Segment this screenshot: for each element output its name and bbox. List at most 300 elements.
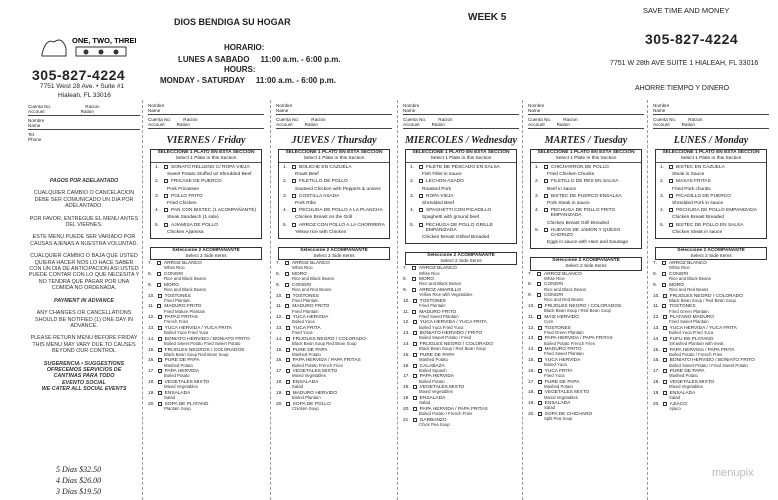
checkbox[interactable]: [164, 223, 168, 227]
side-item-en: Mixed Vegetables: [419, 389, 453, 395]
menu-item[interactable]: 3. COSTILLA ASADA: [283, 193, 340, 199]
side-item-en: Mashed Potato: [544, 383, 573, 389]
side-item[interactable]: 11. MADURO FRITO: [276, 304, 330, 310]
checkbox[interactable]: [412, 288, 416, 292]
hours-label: HOURS:: [224, 65, 256, 74]
side-item[interactable]: 10. FRIJOLES NEGRO / COLORADO: [653, 293, 743, 299]
side-item-en: Black Bean Soup / Red Bean Soup: [419, 346, 486, 352]
side-item[interactable]: 18. VEGETALES MIXTO: [653, 379, 715, 385]
side-item[interactable]: 13. YUCA HERVIDA / YUCA FRITA: [148, 326, 232, 331]
checkbox[interactable]: [158, 358, 162, 362]
side-item[interactable]: 17. VEGETALES MIXTO: [276, 369, 338, 375]
suggestions-1: SUGERENCIA • SUGGESTIONS: [43, 360, 125, 367]
checkbox[interactable]: [538, 369, 542, 373]
side-item[interactable]: 13. YUCA FRITA: [276, 326, 321, 331]
menu-item-en: Yellow rice with Chicken: [295, 229, 347, 235]
side-item[interactable]: 19. MADURO HERVIDO: [276, 390, 338, 396]
menu-item[interactable]: 3. POLLO FRITO: [155, 193, 203, 199]
side-section-header: Seleccione 2 ACOMPAÑANTE Select 2 Side Items: [655, 247, 767, 260]
side-item-en: Boiled Yuca: [292, 319, 315, 325]
checkbox[interactable]: [412, 310, 416, 314]
suggestions-2: OFRECEMOS SERVICIOS DE: [46, 366, 122, 373]
checkbox[interactable]: [544, 194, 548, 198]
menu-item-en: Fish Fillet in sauce: [422, 172, 462, 178]
note-2: POR FAVOR, ENTREGUE EL MENU ANTES DEL VIERNES.: [29, 215, 139, 229]
menu-item-en: Steak in Sauce: [672, 172, 705, 178]
divider: [397, 100, 398, 500]
checkbox[interactable]: [538, 326, 542, 330]
note-6: PLEASE RETURN MENU BEFORE FRIDAY THIS MENU MAY VARY DUE TO CAUSES BEYOND OUR CONTROL: [30, 335, 138, 355]
main-section: SELECCIONE 1 PLATO EN ESTA SECCION Select 1 Plate in this Section 1. CHICHARRON DE POLLO Fried Chicken Chunks 2. FILETILLO DE RES EN SALSA Beef in sauce 3. BISTEC DE PUERCO ENSALSA Pork Steak in sauce 4. PECHUGA DE POLLO FRITO EMPANIZADA Chicken Breast Grill Breaded 5. HUEVOS DE JAMON Y QUESO CHORIZO Eggs in sauce with Ham and Sausage: [530, 149, 642, 249]
checkbox[interactable]: [157, 283, 161, 287]
price-3-days: 3 Dias $19.50: [56, 487, 102, 496]
menu-item[interactable]: 1. BOLICHE EN CAZUELA: [283, 165, 352, 170]
checkbox[interactable]: [538, 336, 542, 340]
checkbox[interactable]: [544, 165, 548, 169]
side-item[interactable]: 7. ARROZ BLANCO: [148, 261, 202, 267]
checkbox[interactable]: [157, 272, 161, 276]
checkbox[interactable]: [292, 179, 296, 183]
checkbox[interactable]: [164, 179, 168, 183]
checkbox[interactable]: [663, 326, 667, 330]
checkbox[interactable]: [537, 293, 541, 297]
horario-es: LUNES A SABADO 11:00 a.m. - 6:00 p.m.: [178, 55, 341, 64]
side-item[interactable]: 21. GARBANZO: [403, 417, 447, 423]
side-item[interactable]: 20. SOPA DE POLLO: [276, 401, 331, 407]
side-item-en: Rice and Black Beans: [669, 276, 712, 282]
ahorre-text: AHORRE TIEMPO Y DINERO: [635, 85, 730, 92]
side-item-en: Salad: [669, 394, 680, 400]
menu-item[interactable]: 5. AJIAMISA DE POLLO: [155, 222, 218, 228]
menu-item[interactable]: 2. LECHON ASADO: [410, 179, 464, 185]
side-item[interactable]: 19. ENSALADA: [148, 390, 191, 396]
menu-item[interactable]: 2. FRICASE DE PUERCO: [155, 179, 222, 185]
side-item[interactable]: 17. PURE DE PAPA: [528, 379, 580, 385]
side-item-en: Mixed Vegetables: [164, 384, 198, 390]
checkbox[interactable]: [662, 283, 666, 287]
checkbox[interactable]: [413, 385, 417, 389]
checkbox[interactable]: [158, 326, 162, 330]
day-title: MIERCOLES / Wednesday: [405, 135, 517, 146]
checkbox[interactable]: [286, 402, 290, 406]
side-item[interactable]: 13. PAPA HERVIDA / PAPA FRITAS: [528, 336, 613, 342]
address-right: 7751 W 28th AVE SUITE 1 HIALEAH, FL 33016: [610, 60, 759, 67]
menu-item-en: Beef in sauce: [547, 186, 577, 192]
divider: [270, 100, 271, 500]
side-item[interactable]: 10. TOSTONES: [148, 293, 191, 299]
side-item[interactable]: 8. MORO: [403, 277, 434, 283]
phone-left: 305-827-4224: [32, 67, 126, 83]
side-item[interactable]: 18. VEGETALES MIXTO: [528, 390, 590, 396]
checkbox[interactable]: [292, 223, 296, 227]
checkbox[interactable]: [663, 294, 667, 298]
menu-item[interactable]: 5. PECHUGA DE POLLO GRILLE EMPANIZADA: [410, 222, 493, 233]
menu-item[interactable]: 4. SPAGHETTI CON PICADILLO: [410, 208, 492, 214]
side-item[interactable]: 18. VEGETALES MIXTO: [403, 385, 465, 391]
side-item[interactable]: 9. MORO: [148, 282, 179, 288]
checkbox[interactable]: [285, 304, 289, 308]
side-item[interactable]: 8. CONGRI: [653, 272, 689, 278]
checkbox[interactable]: [662, 304, 666, 308]
menu-item[interactable]: 2. FILETILLO DE RES EN SALSA: [535, 179, 619, 185]
checkbox[interactable]: [286, 326, 290, 330]
side-item-en: Fried Sweet Plantain: [669, 319, 709, 325]
hours-en: MONDAY - SATURDAY 11:00 a.m. - 6:00 p.m.: [160, 76, 336, 85]
side-item[interactable]: 18. VEGETALES MIXTO: [148, 379, 210, 385]
checkbox[interactable]: [538, 347, 542, 351]
checkbox[interactable]: [663, 369, 667, 373]
side-item[interactable]: 17. PAPA HERVIDA: [403, 374, 455, 380]
main-section: SELECCIONE 1 PLATO EN ESTA SECCION Select 1 Plate in this Section 1. SONATO RELLENO C/ ROPA VIEJA Sweet Potato Stuffed w/ Shredded Beef 2. FRICASE DE PUERCO Pork Fricassee 3. POLLO FRITO Fried Chicken 4. PAN CON BISTEC (1 ACOMPAÑANTE) Steak Sandwich (1 side) 5. AJIAMISA DE POLLO Chicken Ajiamisa: [150, 149, 262, 239]
checkbox[interactable]: [669, 179, 673, 183]
checkbox[interactable]: [413, 299, 417, 303]
menu-item-en: Shredded Beef: [422, 201, 455, 207]
side-item[interactable]: 12. YUCA HERVIDA / YUCA FRITA: [403, 320, 487, 326]
checkbox[interactable]: [669, 208, 673, 212]
side-item[interactable]: 20. SOPA DE CHICHARO: [528, 411, 593, 417]
side-item-en: Boiled Potato: [419, 378, 445, 384]
side-item-en: Split Pea Soup: [544, 416, 573, 422]
side-item-en: Salad: [544, 405, 555, 411]
side-item-en: Mixed Vegetables: [669, 384, 703, 390]
menu-item-en: Chicken Breast Breaded: [672, 215, 724, 221]
side-item[interactable]: 7. ARROZ BLANCO: [653, 261, 707, 267]
menu-item-en: Chicken Ajiamisa: [167, 229, 204, 235]
checkbox[interactable]: [662, 272, 666, 276]
checkbox[interactable]: [292, 165, 296, 169]
side-item-en: Mashed Potato: [419, 357, 448, 362]
checkbox[interactable]: [538, 358, 542, 362]
checkbox[interactable]: [286, 391, 290, 395]
checkbox[interactable]: [538, 390, 542, 394]
side-item-en: Black Bean Soup Red Bean Soup: [164, 351, 229, 357]
checkbox[interactable]: [538, 401, 542, 405]
menu-item[interactable]: 1. SONATO RELLENO C/ ROPA VIEJA: [155, 165, 250, 170]
menu-item[interactable]: 2. MASAS FRITAS: [660, 179, 711, 185]
side-item[interactable]: 16. YUCA FRITA: [528, 368, 573, 374]
week-label: WEEK 5: [468, 12, 507, 23]
day-fields: Nombre Name Cuenta No. Racion Account Ration: [653, 103, 769, 129]
side-item[interactable]: 20. SOPA DE PLATANO: [148, 401, 209, 407]
day-fields: Nombre Name Cuenta No. Racion Account Ration: [403, 103, 519, 129]
checkbox[interactable]: [538, 380, 542, 384]
side-item[interactable]: 9. ARROZ AMARILLO: [403, 288, 462, 294]
checkbox[interactable]: [419, 179, 423, 183]
side-item[interactable]: 10. TOSTONES: [403, 298, 446, 304]
side-item[interactable]: 19. ENSALADA: [653, 390, 696, 396]
side-item-en: Chicken Soup: [292, 405, 319, 411]
menu-item[interactable]: 1. FILETE DE PESCADO EN SALSA: [410, 165, 500, 170]
side-item[interactable]: 14. BONIATO HERVIDO / BONIATO FRITO: [148, 336, 250, 342]
side-item-en: Black Bean Soup / Red Bean Soup: [544, 308, 611, 314]
checkbox[interactable]: [413, 364, 417, 368]
side-item[interactable]: 15. PAPA HERVIDA / PAPA FRITA: [653, 347, 735, 353]
checkbox[interactable]: [663, 358, 667, 362]
checkbox[interactable]: [663, 337, 667, 341]
side-item[interactable]: 7. ARROZ BLANCO: [276, 261, 330, 267]
checkbox[interactable]: [663, 380, 667, 384]
menu-item-en: Fried Chicken: [167, 201, 197, 207]
menu-item[interactable]: 5. HUEVOS DE JAMON Y QUESO CHORIZO: [535, 227, 621, 239]
notes-title-en: PAYMENT IN ADVANCE: [54, 297, 114, 304]
day-fields: Nombre Name Cuenta No. Racion Account Ration: [528, 103, 644, 129]
checkbox[interactable]: [158, 294, 162, 298]
side-item[interactable]: 14. FUFU DE PLATANO: [653, 336, 714, 342]
checkbox[interactable]: [285, 272, 289, 276]
note-5: ANY CHANGES OR CANCELLATIONS SHOULD BE NOTIFIED (1) ONE DAY IN ADVANCE.: [34, 310, 134, 329]
menu-item[interactable]: 4. PAN CON BISTEC (1 ACOMPAÑANTE): [155, 208, 257, 214]
checkbox[interactable]: [286, 294, 290, 298]
day-column: [524, 103, 648, 500]
side-item[interactable]: 12. PAPAS FRITAS: [148, 315, 198, 321]
checkbox[interactable]: [164, 194, 168, 198]
checkbox[interactable]: [164, 165, 168, 169]
side-item-en: Fried Sweet Plantain: [419, 313, 459, 319]
side-item[interactable]: 19. ENSALADA: [528, 401, 571, 407]
side-item[interactable]: 12. TOSTONES: [528, 325, 571, 331]
day-fields: Nombre Name Cuenta No. Racion Account Ration: [148, 103, 264, 129]
side-item-en: Fried Green Plantain: [544, 329, 584, 335]
side-item[interactable]: 15. PURE DE PAPA: [403, 352, 455, 358]
side-item-en: Mashed Potato: [164, 362, 193, 368]
checkbox[interactable]: [286, 380, 290, 384]
day-title: JUEVES / Thursday: [291, 135, 377, 146]
menu-item[interactable]: 1. BISTEC EN CAZUELA: [660, 165, 725, 170]
address-left: 7751 West 28 Ave. • Suite #1: [40, 83, 125, 90]
side-item[interactable]: 16. BONIATO HERVIDO / BONIATO FRITO: [653, 358, 755, 364]
menu-item[interactable]: 5. BISTEC DE POLLO EN SALSA: [660, 222, 744, 228]
checkbox[interactable]: [158, 337, 162, 341]
side-item-en: Mashed Potato: [669, 373, 698, 379]
side-item-en: Boiled Plantain: [292, 394, 321, 400]
suggestions-4: EVENTO SOCIAL: [62, 379, 106, 386]
side-item-en: Plantain Soup: [164, 405, 191, 411]
side-item-en: Rice and Black Beans: [164, 276, 207, 282]
side-section-header: Seleccione 2 ACOMPAÑANTE Select 2 Side Items: [405, 252, 517, 265]
checkbox[interactable]: [158, 391, 162, 395]
menu-item[interactable]: 5. ARROZ CON POLLO A LA CHORRERA: [283, 222, 385, 228]
checkbox[interactable]: [286, 358, 290, 362]
side-item[interactable]: 14. FRIJOLES NEGRO / COLORADO: [276, 336, 366, 342]
side-item-en: French Fries: [164, 319, 189, 325]
checkbox[interactable]: [286, 369, 290, 373]
side-item[interactable]: 16. CALABAZA: [403, 363, 445, 369]
side-item-en: Ajiaco: [669, 405, 681, 411]
checkbox[interactable]: [669, 223, 673, 227]
checkbox[interactable]: [544, 208, 548, 212]
side-item-en: Rice and Red Beans: [544, 297, 584, 303]
checkbox[interactable]: [158, 348, 162, 352]
menu-item-en: Chicken Steak in sauce: [672, 229, 723, 235]
side-item[interactable]: 13. BONIATO HERVIDO / FRITO: [403, 331, 483, 337]
side-section-header: Seleccione 2 ACOMPAÑANTE Select 2 Side Items: [150, 247, 262, 260]
checkbox[interactable]: [158, 380, 162, 384]
side-item[interactable]: 14. MADURO FRITO: [528, 347, 582, 353]
menu-item-en: Roast Beef: [295, 172, 319, 178]
checkbox[interactable]: [544, 179, 548, 183]
side-item[interactable]: 7. ARROZ BLANCO: [403, 266, 457, 272]
checkbox[interactable]: [413, 396, 417, 400]
main-section: SELECCIONE 1 PLATO EN ESTA SECCION Select 1 Plate in this Section 1. FILETE DE PESCADO EN SALSA Fish Fillet in sauce 2. LECHON ASADO Roasted Pork 3. ROPA VIEJA Shredded Beef 4. SPAGHETTI CON PICADILLO Spaghetti with ground beef 5. PECHUGA DE POLLO GRILLE EMPANIZADA Chicken Breast Grilled Breaded: [405, 149, 517, 244]
watermark: menupix: [712, 467, 754, 479]
note-4: CUALQUIER CAMBIO O BAJA QUE USTED QUIERA HACER NOS LO HACE SABER CON UN DIA DE ANTICIPACION ASI USTED PUEDE CONTAR CON LO QUE NECESITA Y NO TENDRA QUE PAGAR POR UNA COMIDA NO ORDENADA.: [28, 253, 140, 292]
checkbox[interactable]: [413, 353, 417, 357]
side-item[interactable]: 15. FRIJOLES NEGROS / COLORADOS: [148, 347, 245, 353]
checkbox[interactable]: [292, 208, 296, 212]
checkbox[interactable]: [663, 402, 667, 406]
side-item[interactable]: 9. CONGRI: [528, 293, 564, 299]
checkbox[interactable]: [413, 407, 417, 411]
side-item[interactable]: 12. PLATANO MADURO: [653, 315, 715, 321]
side-item-en: Rice and Red Beans: [292, 287, 332, 293]
checkbox[interactable]: [413, 320, 417, 324]
menu-item[interactable]: 4. PECHUGA DE POLLO A LA PLANCHA: [283, 208, 383, 214]
checkbox[interactable]: [285, 261, 289, 265]
notes-title: PAGOS POR ADELANTADO: [49, 178, 119, 184]
side-item[interactable]: 11. TOSTONES: [653, 304, 696, 310]
checkbox[interactable]: [164, 208, 168, 212]
menu-item[interactable]: 2. FILETILLO DE POLLO: [283, 179, 348, 185]
side-item[interactable]: 20. AJIACO: [653, 401, 687, 407]
menu-item[interactable]: 1. CHICHARRON DE POLLO: [535, 165, 609, 170]
side-item[interactable]: 10. FRIJOLES NEGRO / COLORADOS: [528, 304, 622, 310]
side-item[interactable]: 11. MADURO FRITO: [148, 304, 202, 310]
menu-item-en: Sauteed Chicken with Peppers & onions: [295, 186, 381, 192]
side-item[interactable]: 11. MAIZ HERVIDO: [528, 314, 579, 320]
side-item[interactable]: 20. PAPA HERVIDA / PAPA FRITAS: [403, 406, 488, 412]
side-item-en: Salad: [292, 384, 303, 390]
side-item[interactable]: 19. ENSALADA: [403, 395, 446, 401]
menu-item[interactable]: 3. BISTEC DE PUERCO ENSALSA: [535, 193, 622, 199]
side-item[interactable]: 12. YUCA HERVIDA: [276, 315, 329, 321]
side-item-en: Corn: [544, 319, 554, 325]
side-item[interactable]: 16. PURE DE PAPA: [148, 358, 200, 364]
side-item-en: Boiled Potato French Fries: [544, 340, 595, 346]
horario-label: HORARIO:: [224, 43, 265, 52]
checkbox[interactable]: [419, 165, 423, 169]
side-item-en: White Rice: [669, 265, 690, 271]
checkbox[interactable]: [544, 228, 548, 232]
divider: [142, 100, 143, 500]
menu-item[interactable]: 3. ROPA VIEJA: [410, 193, 454, 199]
menu-item-en: Chicken Breast Grilled Breaded: [422, 235, 490, 241]
side-item-en: Fried Plantain: [292, 308, 319, 314]
checkbox[interactable]: [413, 374, 417, 378]
side-item[interactable]: 14. FRIJOLES NEGRO / COLORADO: [403, 342, 493, 347]
day-column: [272, 103, 396, 500]
side-item-en: Boiled Potato: [164, 373, 190, 379]
menu-item-en: Roasted Pork: [422, 186, 452, 192]
checkbox[interactable]: [537, 272, 541, 276]
business-name: ONE, TWO, THREE: [72, 36, 136, 45]
side-item-en: Boiled Yuca Fried Yuca: [419, 324, 464, 330]
logo: [32, 32, 136, 62]
note-1: CUALQUIER CAMBIO O CANCELACION DEBE SER COMUNICADO UN DIA POR ADELANTADO.: [33, 190, 135, 210]
side-item-en: Boiled Sweet Potato / Fried: [419, 335, 472, 341]
checkbox[interactable]: [413, 331, 417, 335]
left-notes: [28, 172, 140, 393]
side-item-en: Rice and Black Beans: [419, 281, 462, 287]
side-item-en: Fried Yuca: [292, 330, 313, 336]
side-item-en: Boiled Sweet Potato / Fried Sweet Potato: [669, 362, 748, 368]
side-item[interactable]: 15. YUCA HERVIDA: [528, 358, 581, 363]
side-item-en: Rice and Black Beans: [164, 287, 207, 293]
checkbox[interactable]: [412, 277, 416, 281]
left-fields: Cuenta No. Racion Account Ration Nombre Name Tel. Phone: [28, 104, 140, 142]
checkbox[interactable]: [285, 283, 289, 287]
checkbox[interactable]: [669, 165, 673, 169]
side-item-en: Boiled Yuca Fried Yuca: [669, 330, 714, 336]
side-item[interactable]: 9. CONGRI: [276, 282, 312, 288]
side-item-en: Mashed Potato: [292, 351, 321, 357]
side-item-en: Boiled Sweet Potato Fried Sweet Potato: [164, 341, 241, 346]
side-item-en: Rice and Black Beans: [292, 276, 335, 282]
day-column: [144, 103, 268, 500]
checkbox[interactable]: [663, 348, 667, 352]
checkbox[interactable]: [413, 342, 417, 346]
side-item-en: Fried Plantain: [292, 297, 319, 303]
checkbox[interactable]: [537, 282, 541, 286]
side-item[interactable]: 8. CONGRI: [528, 282, 564, 288]
side-item-en: Smashed Plantain with meat: [669, 341, 724, 346]
side-item-en: Rice and Black Beans: [544, 286, 587, 292]
side-item[interactable]: 10. TOSTONES: [276, 293, 319, 299]
menu-item[interactable]: 4. PECHUGA DE POLLO FRITO EMPANIZADA: [535, 208, 616, 219]
side-item[interactable]: 17. PURE DE PAPA: [653, 369, 705, 375]
checkbox[interactable]: [662, 261, 666, 265]
side-item[interactable]: 17. PAPA HERVIDA: [148, 369, 200, 375]
side-item-en: Mixed Vegetables: [544, 394, 578, 400]
side-item-en: Boiled Potato / French Fries: [419, 410, 473, 416]
checkbox[interactable]: [157, 261, 161, 265]
checkbox[interactable]: [292, 194, 296, 198]
side-item[interactable]: 9. MORO: [653, 282, 684, 288]
side-item[interactable]: 11. MADURO FRITO: [403, 309, 457, 315]
checkbox[interactable]: [157, 304, 161, 308]
checkbox[interactable]: [538, 412, 542, 416]
checkbox[interactable]: [158, 369, 162, 373]
checkbox[interactable]: [158, 402, 162, 406]
checkbox[interactable]: [412, 266, 416, 270]
checkbox[interactable]: [663, 391, 667, 395]
checkbox[interactable]: [286, 315, 290, 319]
side-item-en: Boiled Potato / French Fries: [669, 351, 723, 357]
checkbox[interactable]: [158, 315, 162, 319]
checkbox[interactable]: [663, 315, 667, 319]
checkbox[interactable]: [419, 208, 423, 212]
side-item[interactable]: 7. ARROZ BLANCO: [528, 271, 582, 277]
checkbox[interactable]: [537, 315, 541, 319]
side-item[interactable]: 8. CONGRI: [148, 272, 184, 278]
checkbox[interactable]: [286, 337, 290, 341]
menu-item-en: Pork Steak in sauce: [547, 201, 590, 207]
side-item[interactable]: 8. MORO: [276, 272, 307, 278]
checkbox[interactable]: [419, 223, 423, 227]
menu-item[interactable]: 3. PICADILLO DE PUERCO: [660, 193, 731, 199]
side-item[interactable]: 13. YUCA HERVIDA / YUCA FRITA: [653, 326, 737, 331]
menu-item[interactable]: 4. PECHUGA DE POLLO EMPANIZADA: [660, 208, 757, 214]
side-item[interactable]: 15. PURE DE PAPA: [276, 347, 328, 353]
checkbox[interactable]: [286, 348, 290, 352]
checkbox[interactable]: [538, 304, 542, 308]
side-item[interactable]: 18. ENSALADA: [276, 379, 319, 385]
side-item-en: Salad: [164, 394, 175, 400]
day-title: MARTES / Tuesday: [544, 135, 628, 146]
side-item[interactable]: 16. PAPA HERVIDA / PAPA FRITAS: [276, 358, 361, 364]
checkbox[interactable]: [413, 418, 417, 422]
checkbox[interactable]: [669, 194, 673, 198]
checkbox[interactable]: [419, 194, 423, 198]
